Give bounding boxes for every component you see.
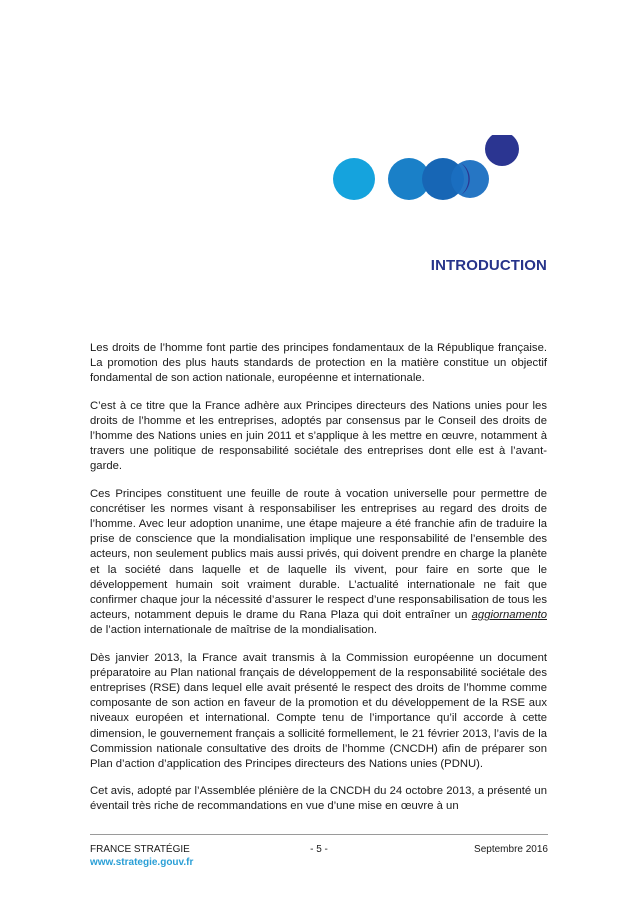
logo-circle-1 <box>333 158 375 200</box>
footer-date: Septembre 2016 <box>474 844 548 855</box>
paragraph-1: Les droits de l’homme font partie des principes fondamentaux de la République française. La promotion des plus hauts standards de protection en la matière constitue un objectif fondamental de son action nationale, européenne et internationale. <box>90 342 547 385</box>
paragraph-3-part-1: Ces Principes constituent une feuille de route à vocation universelle pour permettre de concrétiser les normes visant à responsabiliser les entreprises au regard des droits de l’homme. Avec leur adoption unanime, une étape majeure a été franchie afin de traduire la prise de conscience que la mondialisation implique une responsabilité de l’ensemble des acteurs, non seulement publics mais aussi privés, qui doivent prendre en charge la planète et la société dans laquelle et de laquelle ils vivent, pour faire en sorte que le développement humain soit vraiment durable. L’actualité internationale ne fait que confirmer chaque jour la nécessité d’assurer le respect d’une responsabilisation de tous les acteurs, notamment depuis le drame du Rana Plaza qui doit entraîner un <box>90 487 547 622</box>
logo-circle-4 <box>451 160 489 198</box>
paragraph-3 <box>90 487 547 639</box>
footer-page-number: - 5 - <box>310 844 328 855</box>
paragraph-3-part-2: de l’action internationale de maîtrise de la mondialisation. <box>90 624 377 637</box>
france-strategie-logo <box>330 135 520 205</box>
paragraph-5: Cet avis, adopté par l’Assemblée plénière de la CNCDH du 24 octobre 2013, a présenté un éventail très riche de recommandations en vue d’une mise en œuvre à un <box>90 785 547 813</box>
paragraph-2: C’est à ce titre que la France adhère aux Principes directeurs des Nations unies pour les droits de l’homme et les entreprises, adoptés par consensus par le Conseil des droits de l’homme des Nations unies en juin 2011 et s’applique à les mettre en œuvre, notamment à travers une politique de responsabilité sociétale des entreprises dont elle est à l’avant-garde. <box>90 399 547 473</box>
document-body <box>90 341 547 827</box>
footer-organization: FRANCE STRATÉGIE <box>90 844 190 855</box>
emphasis-term: aggiornamento <box>471 609 547 622</box>
page-footer <box>90 843 548 869</box>
footer-row <box>90 843 548 856</box>
page-title: INTRODUCTION <box>430 257 547 274</box>
paragraph-4: Dès janvier 2013, la France avait transmis à la Commission européenne un document préparatoire au Plan national français de développement de la responsabilité sociétale des entreprises (RSE) dans lequel elle avait présenté le respect des droits de l’homme comme composante de son action en faveur de la promotion et du développement de la RSE aux niveaux européen et international. Compte tenu de l’importance qu’il accorde à cette dimension, le gouvernement français a sollicité formellement, le 21 février 2013, l’avis de la Commission nationale consultative des droits de l’homme (CNCDH) afin de préparer son Plan d’action d’application des Principes directeurs des Nations unies (PDNU). <box>90 651 547 771</box>
footer-website-link[interactable]: www.strategie.gouv.fr <box>90 857 194 868</box>
logo-circle-5 <box>485 135 519 166</box>
footer-divider <box>90 834 548 835</box>
